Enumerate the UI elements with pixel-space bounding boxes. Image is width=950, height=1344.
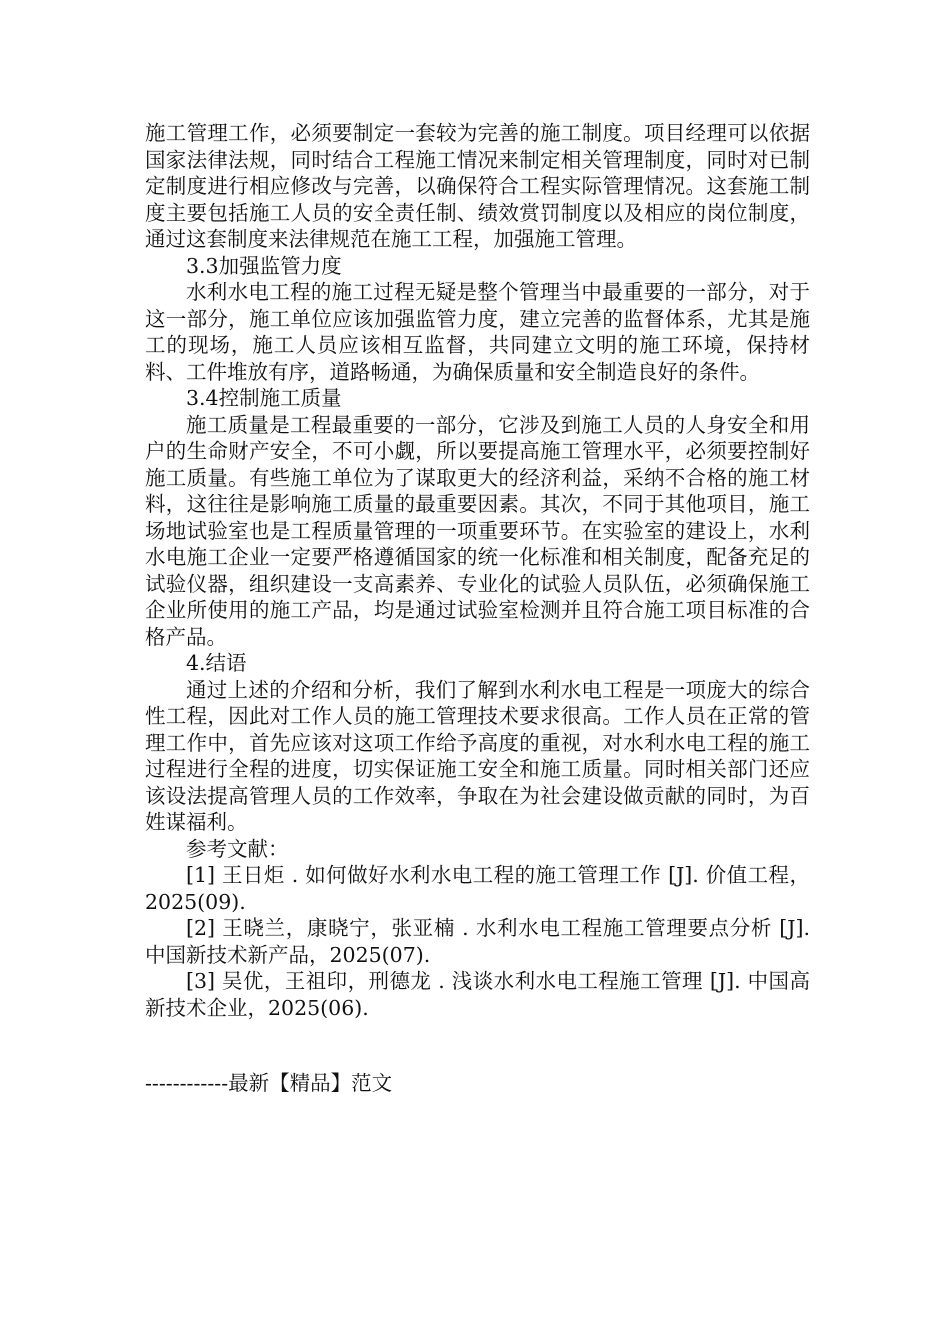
references-heading: 参考文献： [186, 836, 289, 861]
paragraph-3-3: 水利水电工程的施工过程无疑是整个管理当中最重要的一部分，对于这一部分，施工单位应该加强监管力度，建立完善的监督体系，尤其是施工的现场，施工人员应该相互监督，共同建立文明的施工环境，保持材料、工件堆放有序，道路畅通，为确保质量和安全制造良好的条件。 [145, 280, 810, 384]
paragraph-intro: 施工管理工作，必须要制定一套较为完善的施工制度。项目经理可以依据国家法律法规，同时结合工程施工情况来制定相关管理制度，同时对已制定制度进行相应修改与完善，以确保符合工程实际管理情况。这套施工制度主要包括施工人员的安全责任制、绩效赏罚制度以及相应的岗位制度，通过这套制度来法律规范在施工工程，加强施工管理。 [145, 121, 810, 251]
document-body [145, 120, 810, 1021]
section-heading-4: 4.结语 [186, 651, 247, 675]
footer-tagline: ------------最新【精品】范文 [145, 1071, 393, 1095]
reference-item-3: [3] 吴优，王祖印，刑德龙 . 浅谈水利水电工程施工管理 [J]. 中国高新技术企业，2025(06). [145, 969, 810, 1020]
reference-item-2: [2] 王晓兰，康晓宁，张亚楠 . 水利水电工程施工管理要点分析 [J]. 中国新技术新产品，2025(07). [145, 916, 810, 967]
section-heading-3-3: 3.3加强监管力度 [186, 253, 342, 278]
paragraph-4: 通过上述的介绍和分析，我们了解到水利水电工程是一项庞大的综合性工程，因此对工作人员的施工管理技术要求很高。工作人员在正常的管理工作中，首先应该对这项工作给予高度的重视，对水利水电工程的施工过程进行全程的进度，切实保证施工安全和施工质量。同时相关部门还应该设法提高管理人员的工作效率，争取在为社会建设做贡献的同时，为百姓谋福利。 [145, 677, 810, 834]
reference-item-1: [1] 王日炬 . 如何做好水利水电工程的施工管理工作 [J]. 价值工程，2025(09). [145, 863, 810, 914]
section-heading-3-4: 3.4控制施工质量 [186, 386, 342, 410]
paragraph-3-4: 施工质量是工程最重要的一部分，它涉及到施工人员的人身安全和用户的生命财产安全，不可小觑，所以要提高施工管理水平，必须要控制好施工质量。有些施工单位为了谋取更大的经济利益，采纳不合格的施工材料，这往往是影响施工质量的最重要因素。其次，不同于其他项目，施工场地试验室也是工程质量管理的一项重要环节。在实验室的建设上，水利水电施工企业一定要严格遵循国家的统一化标准和相关制度，配备充足的试验仪器，组织建设一支高素养、专业化的试验人员队伍，必须确保施工企业所使用的施工产品，均是通过试验室检测并且符合施工项目标准的合格产品。 [145, 412, 810, 649]
